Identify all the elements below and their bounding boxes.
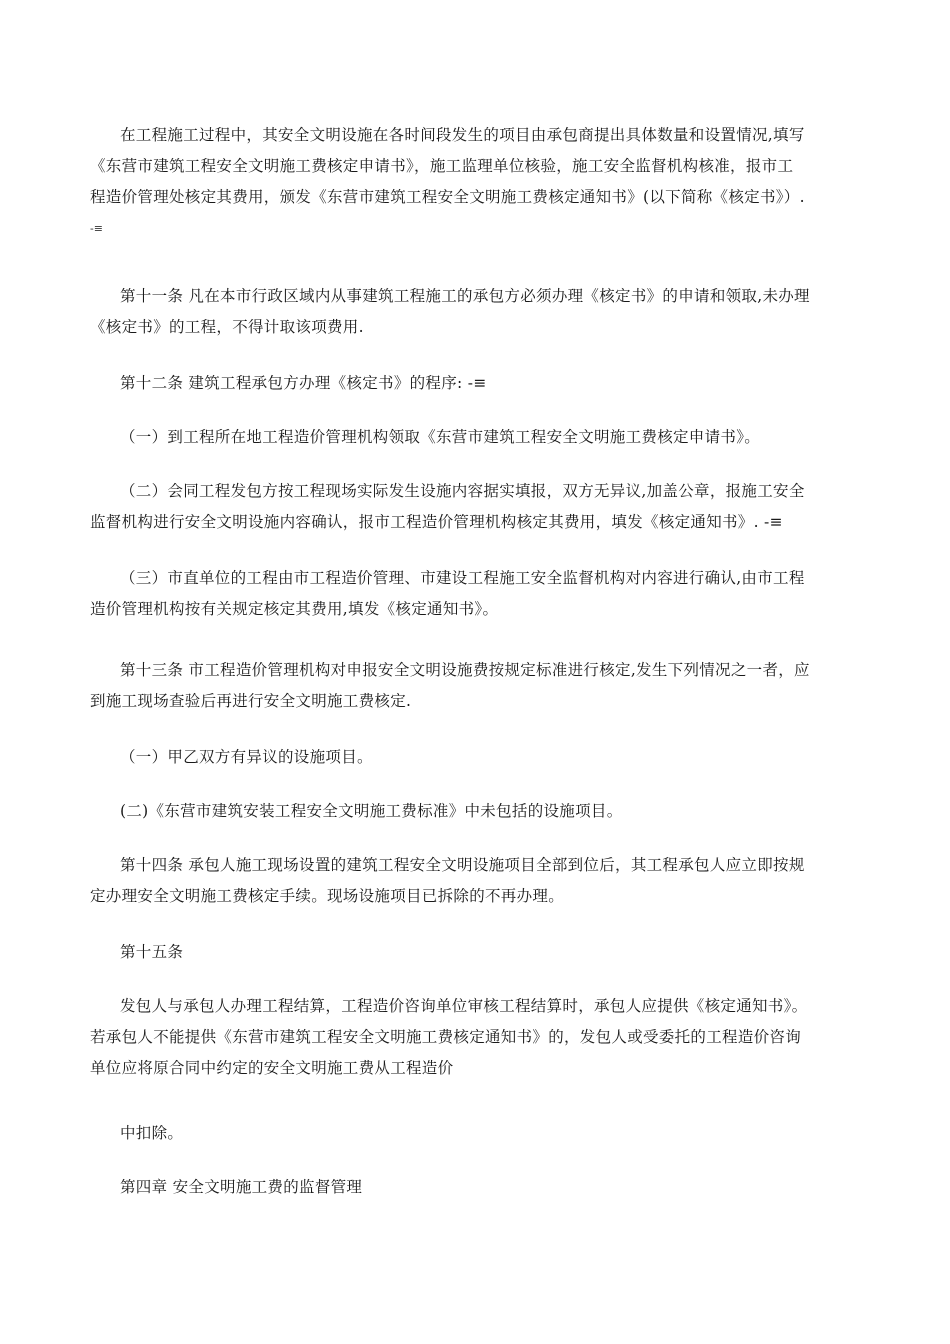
text-line: 第十一条 凡在本市行政区域内从事建筑工程施工的承包方必须办理《核定书》的申请和领取,未办理: [120, 287, 810, 305]
text-line: 第十三条 市工程造价管理机构对申报安全文明设施费按规定标准进行核定,发生下列情况之一者，应: [120, 661, 810, 679]
paragraph-item-3: [90, 563, 860, 625]
text-line: （二）会同工程发包方按工程现场实际发生设施内容据实填报，双方无异议,加盖公章，报施工安全: [120, 482, 805, 500]
text-line: 在工程施工过程中，其安全文明设施在各时间段发生的项目由承包商提出具体数量和设置情况,填写: [120, 126, 805, 144]
text-line: 若承包人不能提供《东营市建筑工程安全文明施工费核定通知书》的，发包人或受委托的工程造价咨询: [90, 1028, 802, 1046]
text-line: （一）到工程所在地工程造价管理机构领取《东营市建筑工程安全文明施工费核定申请书》。: [120, 428, 761, 446]
paragraph-deduct: [90, 1118, 860, 1149]
paragraph-item-2: [90, 476, 860, 538]
paragraph-standard-item: [90, 796, 860, 827]
text-line: 定办理安全文明施工费核定手续。现场设施项目已拆除的不再办理。: [90, 887, 565, 905]
text-line: -≡: [90, 222, 103, 235]
text-line: 《核定书》的工程，不得计取该项费用.: [90, 318, 364, 336]
text-line: 到施工现场查验后再进行安全文明施工费核定.: [90, 692, 412, 710]
paragraph-article-13: [90, 655, 860, 717]
text-line: 第四章 安全文明施工费的监督管理: [120, 1178, 363, 1196]
paragraph-article-12: [90, 368, 860, 399]
paragraph-settlement: [90, 991, 860, 1084]
text-line: 《东营市建筑工程安全文明施工费核定申请书》，施工监理单位核验，施工安全监督机构核准，报市工: [90, 157, 794, 175]
paragraph-facility-items: [90, 120, 860, 244]
text-line: 造价管理机构按有关规定核定其费用,填发《核定通知书》。: [90, 600, 499, 618]
paragraph-article-11: [90, 281, 860, 343]
chapter-heading: [90, 1172, 860, 1203]
paragraph-article-14: [90, 850, 860, 912]
text-line: (二)《东营市建筑安装工程安全文明施工费标准》中未包括的设施项目。: [120, 802, 623, 820]
text-line: （三）市直单位的工程由市工程造价管理、市建设工程施工安全监督机构对内容进行确认,由市工程: [120, 569, 805, 587]
paragraph-article-15: [90, 937, 860, 968]
text-line: 程造价管理处核定其费用，颁发《东营市建筑工程安全文明施工费核定通知书》(以下简称《核定书》）.: [90, 188, 805, 206]
text-line: 发包人与承包人办理工程结算，工程造价咨询单位审核工程结算时，承包人应提供《核定通知书》。: [120, 997, 808, 1015]
text-line: 第十五条: [120, 943, 184, 961]
text-line: 监督机构进行安全文明设施内容确认，报市工程造价管理机构核定其费用，填发《核定通知书》. -≡: [90, 513, 783, 531]
text-line: 中扣除。: [120, 1124, 184, 1142]
paragraph-dispute-item: [90, 742, 860, 773]
text-line: 第十二条 建筑工程承包方办理《核定书》的程序: -≡: [120, 374, 487, 392]
text-line: （一）甲乙双方有异议的设施项目。: [120, 748, 373, 766]
paragraph-item-1: [90, 422, 860, 453]
text-line: 第十四条 承包人施工现场设置的建筑工程安全文明设施项目全部到位后，其工程承包人应立即按规: [120, 856, 805, 874]
text-line: 单位应将原合同中约定的安全文明施工费从工程造价: [90, 1059, 454, 1077]
